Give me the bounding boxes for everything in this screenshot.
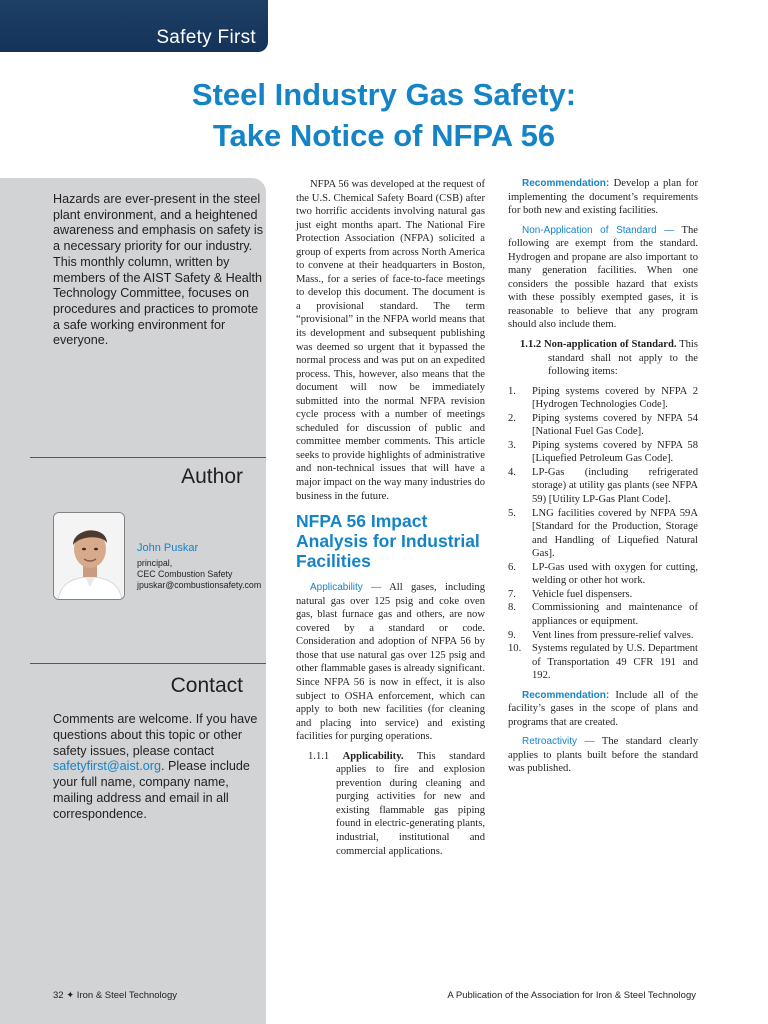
contact-heading: Contact xyxy=(170,674,243,697)
list-item: 4. LP-Gas (including refrigerated storage) at utility gas plants (see NFPA 59) [Utility LP-Gas Plant Code]. xyxy=(508,466,698,506)
list-item: 1. Piping systems covered by NFPA 2 [Hydrogen Technologies Code]. xyxy=(508,385,698,411)
list-item: 9. Vent lines from pressure-relief valves. xyxy=(508,629,694,641)
sidebar-intro: Hazards are ever-present in the steel plant environment, and a heightened awareness and emphasis on safety is a necessary priority for our industry. This monthly column, written by members of the AIST Safety & Health Technology Committee, focuses on procedures and practices to promote a safe working environment for everyone. xyxy=(53,192,264,348)
exemption-list xyxy=(508,385,698,683)
article-column-2 xyxy=(508,177,698,782)
contact-text-pre: Comments are welcome. If you have questions about this topic or other safety issues, please contact xyxy=(53,712,258,758)
article-title-line2: Take Notice of NFPA 56 xyxy=(212,118,556,153)
list-item: 10. Systems regulated by U.S. Department of Transportation 49 CFR 191 and 192. xyxy=(508,643,698,682)
author-details xyxy=(137,558,262,591)
retroactivity-text: The standard clearly applies to plants built before the standard was published. xyxy=(508,736,698,775)
recommendation-text: Include all of the facility’s gases in the scope of plans and programs that are created. xyxy=(508,689,698,728)
intro-paragraph: NFPA 56 was developed at the request of the U.S. Chemical Safety Board (CSB) after two horrific accidents involving natural gas just eight months apart. The National Fire Protection Association (NFPA) solicited a group of experts from across North America to convene at their headquarters in Boston, Mass., for a series of face-to-face meetings to develop this document. The document is a provisional standard. The term “provisional” in the NFPA world means that its development and subsequent publishing was deemed so urgent that it bypassed the normal process and was put on an expedited process. This, however, also means that the document will now be immediately submitted into the normal NFPA revision cycle process with a number of meetings scheduled for discussion of public and committee member comments. This article seeks to provide highlights of administrative and non-technical issues that will have a major impact on the way many industries do business in the future. xyxy=(296,179,485,502)
divider xyxy=(30,457,266,458)
clause-text: This standard applies to fire and explosion prevention during cleaning and purging activities for new and existing flammable gas piping found in electric-generating plants, industrial, institutional and commercial applications. xyxy=(336,750,485,857)
retroactivity-label: Retroactivity — xyxy=(522,736,595,748)
list-item: 7. Vehicle fuel dispensers. xyxy=(508,588,633,600)
list-item: 8. Commissioning and maintenance of appliances or equipment. xyxy=(508,602,698,627)
contact-text xyxy=(53,712,265,823)
author-heading: Author xyxy=(181,465,243,488)
contact-text-post: . Please include your full name, company name, mailing address and email in all correspondence. xyxy=(53,759,250,821)
contact-email-link[interactable]: safetyfirst@aist.org xyxy=(53,759,161,774)
list-item: 6. LP-Gas used with oxygen for cutting, welding or other hot work. xyxy=(508,561,698,587)
clause-text: This standard shall not apply to the following items: xyxy=(548,339,698,378)
applicability-text: All gases, including natural gas over 125 psig and coke oven gas, blast furnace gas and others, are now covered by a standard or code. Consideration and adoption of NFPA 56 by those that use natural gas over 125 psig and other flammable gases is already significant. Since NFPA 56 is now in effect, it is also subject to OSHA enforcement, which can apply to both new facilities (for cleaning and placing into service) and existing facilities for purging operations. xyxy=(296,582,485,743)
non-application-paragraph xyxy=(508,224,698,332)
author-email[interactable]: jpuskar@combustionsafety.com xyxy=(137,580,262,590)
author-name: John Puskar xyxy=(137,542,199,554)
section-subhead: NFPA 56 Impact Analysis for Industrial Facilities xyxy=(296,511,480,572)
list-item: 2. Piping systems covered by NFPA 54 [National Fuel Gas Code]. xyxy=(508,412,698,438)
recommendation-text: Develop a plan for implementing the document’s requirements for both new and existing facilities. xyxy=(508,178,698,217)
author-role: principal, xyxy=(137,558,173,568)
recommendation-1 xyxy=(508,177,698,218)
list-item: 5. LNG facilities covered by NFPA 59A [Standard for the Production, Storage and Handling of Liquefied Natural Gas]. xyxy=(508,507,698,560)
recommendation-label: Recommendation: xyxy=(522,178,610,189)
footer-page-info: 32 ✦ Iron & Steel Technology xyxy=(53,990,177,1001)
divider xyxy=(30,663,266,664)
article-title-line1: Steel Industry Gas Safety: xyxy=(191,77,577,112)
applicability-label: Applicability — xyxy=(310,582,382,594)
footer-publication: A Publication of the Association for Iron & Steel Technology xyxy=(447,990,696,1001)
non-application-text: The following are exempt from the standard. Hydrogen and propane are also important to many generation facilities. When one considers the possible hazard that exists with these possibly exempted gases, it is reasonable to believe that any program should also include them. xyxy=(508,224,698,331)
list-item: 3. Piping systems covered by NFPA 58 [Liquefied Petroleum Gas Code]. xyxy=(508,439,698,465)
clause-title: Non-application of Standard. xyxy=(544,339,677,351)
author-company: CEC Combustion Safety xyxy=(137,569,233,579)
non-application-label: Non-Application of Standard — xyxy=(522,224,675,236)
recommendation-label: Recommendation: xyxy=(522,689,610,701)
article-column-1 xyxy=(296,178,485,864)
author-photo xyxy=(53,512,125,600)
clause-1-1-1 xyxy=(296,750,485,858)
recommendation-2 xyxy=(508,689,698,730)
section-tab xyxy=(0,0,268,52)
section-tab-label: Safety First xyxy=(156,27,256,48)
clause-number: 1.1.2 xyxy=(520,339,542,351)
applicability-paragraph xyxy=(296,581,485,744)
clause-number: 1.1.1 xyxy=(308,750,330,762)
clause-1-1-2 xyxy=(508,338,698,379)
clause-title: Applicability. xyxy=(342,750,404,762)
retroactivity-paragraph xyxy=(508,735,698,776)
